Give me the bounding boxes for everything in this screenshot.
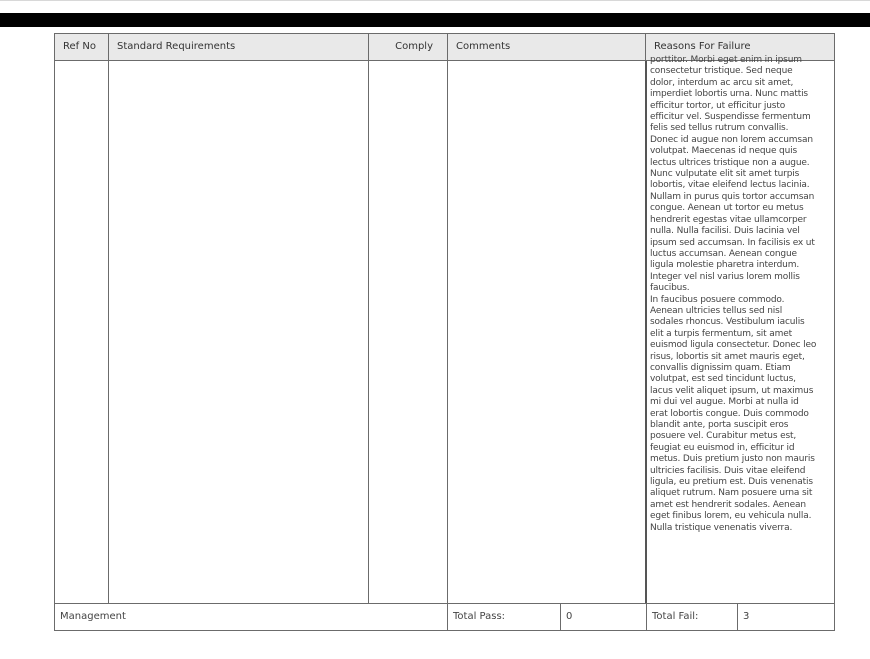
total-pass-value: 0 [561,604,647,630]
total-fail-value: 3 [743,611,750,622]
ref-no-cell [55,61,109,603]
header-reasons-for-failure: Reasons For Failure [646,34,834,61]
management-label: Management [55,604,448,630]
black-header-bar [0,13,870,27]
header-standard-requirements: Standard Requirements [109,34,369,61]
comments-cell [448,61,647,603]
standard-requirements-cell [109,61,369,603]
header-comments: Comments [448,34,646,61]
reasons-for-failure-text: porttitor. Morbi eget enim in ipsum consectetur tristique. Sed neque dolor, interdum ac arcu sit amet, imperdiet lobortis urna. Nunc mattis efficitur tortor, ut efficitur justo efficitur vel. Suspendisse fermentum felis sed tellus rutrum convallis. Donec id augue non lorem accumsan volutpat. Maecenas id neque quis lectus ultrices tristique non a augue. Nunc vulputate elit sit amet turpis lobortis, vitae eleifend lectus lacinia. Nullam in purus quis tortor accumsan congue. Aenean ut tortor eu metus hendrerit egestas vitae ullamcorper nulla. Nulla facilisi. Duis lacinia vel ipsum sed accumsan. In facilisis ex ut luctus accumsan. Aenean congue ligula molestie pharetra interdum. Integer vel nisl varius lorem mollis faucibus. In faucibus posuere commodo. Aenean ultricies tellus sed nisl sodales rhoncus. Vestibulum iaculis elit a turpis fermentum, sit amet euismod ligula consectetur. Donec leo risus, lobortis sit amet mauris eget, convallis dignissim quam. Etiam volutpat, est sed tincidunt luctus, lacus velit aliquet ipsum, ut maximus mi dui vel augue. Morbi at nulla id erat lobortis congue. Duis commodo blandit ante, porta suscipit eros posuere vel. Curabitur metus est, feugiat eu euismod in, efficitur id metus. Duis pretium justo non mauris ultricies facilisis. Duis vitae eleifend ligula, eu pretium est. Duis venenatis aliquet rutrum. Nam posuere urna sit amet est hendrerit sodales. Aenean eget finibus lorem, eu vehicula nulla. Nulla tristique venenatis viverra. [650,55,817,533]
top-divider [0,0,870,1]
reasons-for-failure-cell[interactable] [647,55,834,603]
header-comply: Comply [369,34,448,61]
total-fail-label: Total Fail: [647,604,738,630]
total-pass-label: Total Pass: [448,604,561,630]
header-ref-no: Ref No [55,34,109,61]
requirements-table [54,33,835,631]
summary-row [55,603,834,630]
comply-cell [369,61,448,603]
